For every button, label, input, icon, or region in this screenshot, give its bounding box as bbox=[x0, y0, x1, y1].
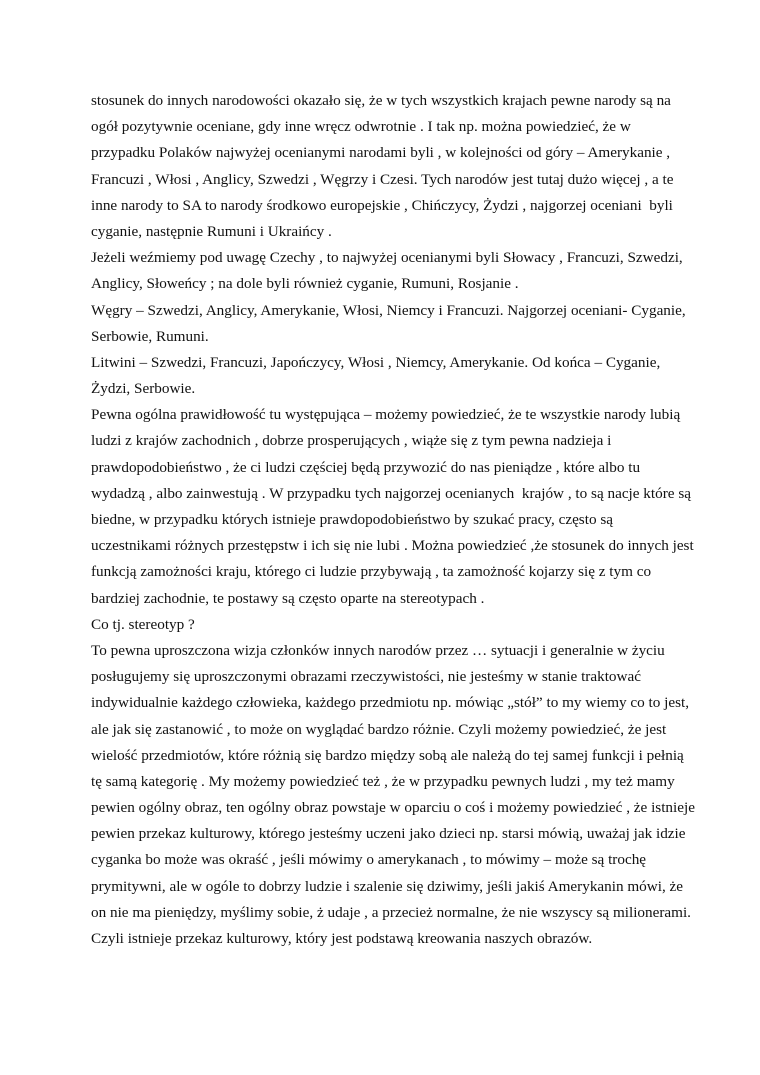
text-line: ludzi z krajów zachodnich , dobrze prosperujących , wiąże się z tym pewna nadzieja i bbox=[91, 432, 612, 450]
text-line: pewien przekaz kulturowy, którego jesteśmy uczeni jako dzieci np. starsi mówią, uważaj jak idzie bbox=[91, 825, 686, 843]
text-line: Litwini – Szwedzi, Francuzi, Japończycy, Włosi , Niemcy, Amerykanie. Od końca – Cyganie, bbox=[91, 353, 661, 371]
text-line: indywidualnie każdego człowieka, każdego przedmiotu np. mówiąc „stół” to my wiemy co to jest, bbox=[91, 694, 690, 712]
text-line: Francuzi , Włosi , Anglicy, Szwedzi , Węgrzy i Czesi. Tych narodów jest tutaj dużo więcej , a te bbox=[91, 170, 674, 188]
text-line: cyganka bo może was okraść , jeśli mówimy o amerykanach , to mówimy – może są trochę bbox=[91, 851, 647, 869]
text-line: przypadku Polaków najwyżej ocenianymi narodami byli , w kolejności od góry – Amerykanie , bbox=[91, 144, 671, 162]
text-line: pewien ogólny obraz, ten ogólny obraz powstaje w oparciu o coś i możemy powiedzieć , że istnieje bbox=[91, 799, 695, 817]
text-line: wydadzą , albo zainwestują . W przypadku tych najgorzej ocenianych krajów , to są nacje które są bbox=[91, 484, 691, 502]
text-line: Jeżeli weźmiemy pod uwagę Czechy , to najwyżej ocenianymi byli Słowacy , Francuzi, Szwedzi, bbox=[91, 249, 683, 267]
text-line: Pewna ogólna prawidłowość tu występująca – możemy powiedzieć, że te wszystkie narody lubią bbox=[91, 406, 681, 424]
text-line: uczestnikami różnych przestępstw i ich się nie lubi . Można powiedzieć ,że stosunek do innych jest bbox=[91, 537, 694, 555]
text-line: cyganie, następnie Rumuni i Ukraińcy . bbox=[91, 222, 332, 240]
text-line: Żydzi, Serbowie. bbox=[91, 380, 196, 398]
text-line: biedne, w przypadku których istnieje prawdopodobieństwo by szukać pracy, często są bbox=[91, 511, 613, 528]
text-line: Serbowie, Rumuni. bbox=[91, 327, 209, 345]
text-line: on nie ma pieniędzy, myślimy sobie, ż udaje , a przecież normalne, że nie wszyscy są milionerami. bbox=[91, 903, 691, 921]
text-line: stosunek do innych narodowości okazało się, że w tych wszystkich krajach pewne narody są na bbox=[91, 92, 671, 109]
text-line: ogół pozytywnie oceniane, gdy inne wręcz odwrotnie . I tak np. można powiedzieć, że w bbox=[91, 118, 631, 136]
text-line: prawdopodobieństwo , że ci ludzi częściej będą przywozić do nas pieniądze , które albo tu bbox=[91, 458, 641, 476]
document-body-text bbox=[91, 88, 731, 952]
text-line: inne narody to SA to narody środkowo europejskie , Chińczycy, Żydzi , najgorzej oceniani byli bbox=[91, 196, 673, 214]
text-line: Czyli istnieje przekaz kulturowy, który jest podstawą kreowania naszych obrazów. bbox=[91, 930, 593, 947]
text-line: Co tj. stereotyp ? bbox=[91, 615, 195, 633]
text-line: Anglicy, Słoweńcy ; na dole byli również cyganie, Rumuni, Rosjanie . bbox=[91, 275, 519, 293]
text-line: funkcją zamożności kraju, którego ci ludzie przybywają , ta zamożność kojarzy się z tym co bbox=[91, 563, 652, 581]
text-line: posługujemy się uproszczonymi obrazami rzeczywistości, nie jesteśmy w stanie traktować bbox=[91, 668, 641, 686]
text-line: wielość przedmiotów, które różnią się bardzo między sobą ale należą do tej samej funkcji i pełnią bbox=[91, 746, 684, 764]
text-line: tę samą kategorię . My możemy powiedzieć też , że w przypadku pewnych ludzi , my też mamy bbox=[91, 772, 675, 790]
text-line: bardziej zachodnie, te postawy są często oparte na stereotypach . bbox=[91, 589, 485, 607]
text-line: Węgry – Szwedzi, Anglicy, Amerykanie, Włosi, Niemcy i Francuzi. Najgorzej oceniani- Cyganie, bbox=[91, 301, 686, 319]
text-line: To pewna uproszczona wizja członków innych narodów przez … sytuacji i generalnie w życiu bbox=[91, 641, 665, 659]
text-line: prymitywni, ale w ogóle to dobrzy ludzie i szalenie się dziwimy, jeśli jakiś Amerykanin mówi, że bbox=[91, 877, 684, 895]
text-line: ale jak się zastanowić , to może on wyglądać bardzo różnie. Czyli możemy powiedzieć, że jest bbox=[91, 720, 667, 738]
